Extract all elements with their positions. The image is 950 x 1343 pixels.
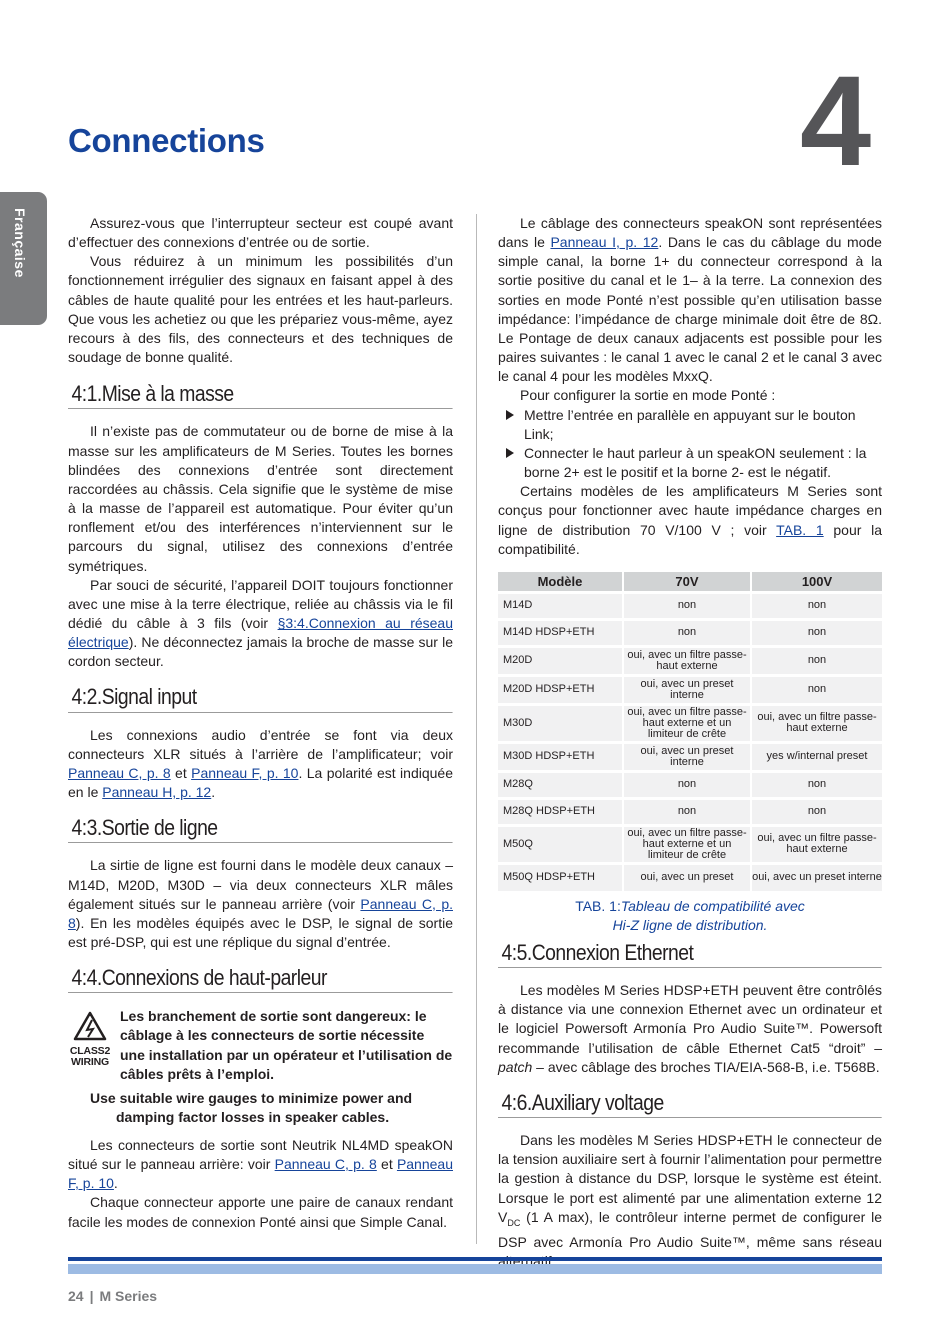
speakon-wiring-paragraph: Le câblage des connecteurs speakON sont représentées dans le Panneau I, p. 12. Dans le cas du câblage du mode simple canal, la borne 1+ du connecteur correspond à la sortie positive du canal et le 1– à la terre. La connexion des sorties en mode Ponté n’est possible qu’en utilisation basse impédance: l’impédance de charge minimale doit être de 8Ω. Le Pontage de deux canaux adjacents est possible pour les paires suivantes : le canal 1 avec le canal 2 et le canal 3 avec le canal 4 pour les modèles MxxQ. bbox=[498, 215, 882, 385]
model-cell: M14D bbox=[498, 594, 624, 618]
70v-cell: non bbox=[624, 594, 752, 618]
100v-cell: non bbox=[752, 621, 882, 645]
table-caption: TAB. 1:Tableau de compatibilité avec Hi-Z ligne de distribution. bbox=[575, 897, 805, 933]
100v-cell: yes w/internal preset bbox=[752, 744, 882, 770]
class2-wiring-icon bbox=[68, 1011, 112, 1067]
model-cell: M30D HDSP+ETH bbox=[498, 744, 624, 770]
section-heading-4-3: 4:3.Sortie de ligne bbox=[68, 818, 453, 843]
model-cell: M14D HDSP+ETH bbox=[498, 621, 624, 645]
model-cell: M50Q HDSP+ETH bbox=[498, 865, 624, 891]
link-mains-connection[interactable]: §3:4.Connexion au réseau électrique bbox=[68, 614, 453, 651]
compatibility-table bbox=[498, 569, 882, 894]
section-heading-4-5: 4:5.Connexion Ethernet bbox=[498, 943, 882, 968]
70v-cell: oui, avec un preset bbox=[624, 865, 752, 891]
table-row bbox=[498, 621, 882, 645]
link-panel-c-line-out[interactable]: Panneau C, p. 8 bbox=[68, 895, 453, 931]
section-heading-4-6: 4:6.Auxiliary voltage bbox=[498, 1093, 882, 1118]
intro-paragraph-1: Assurez-vous que l’interrupteur secteur est coupé avant d’effectuer des connexions d’entrée ou de sortie. bbox=[68, 215, 453, 251]
hi-z-paragraph: Certains modèles de les amplificateurs M Series sont conçus pour fonctionner avec haute impédance charges en ligne de distribution 70 V/100 V ; voir TAB. 1 pour la compatibilité. bbox=[498, 483, 882, 557]
bullet-arrow-icon bbox=[506, 410, 514, 420]
link-panel-c-speakon[interactable]: Panneau C, p. 8 bbox=[274, 1156, 377, 1173]
100v-cell: oui, avec un preset interne bbox=[752, 865, 882, 891]
column-header-70v: 70V bbox=[624, 572, 752, 591]
class2-warning bbox=[68, 1007, 453, 1083]
bridge-step: Mettre l’entrée en parallèle en appuyant sur le bouton Link; bbox=[498, 406, 882, 444]
table-row bbox=[498, 677, 882, 703]
100v-cell: non bbox=[752, 594, 882, 618]
column-divider bbox=[476, 214, 477, 1244]
70v-cell: non bbox=[624, 621, 752, 645]
table-row bbox=[498, 827, 882, 862]
language-side-tab[interactable] bbox=[0, 192, 47, 325]
70v-cell: oui, avec un filtre passe-haut externe bbox=[624, 648, 752, 674]
bridge-step: Connecter le haut parleur à un speakON seulement : la borne 2+ est le positif et la borne 2- est le négatif. bbox=[498, 444, 882, 482]
wire-gauge-note: Use suitable wire gauges to minimize power and damping factor losses in speaker cables. bbox=[90, 1089, 413, 1125]
model-cell: M28Q HDSP+ETH bbox=[498, 800, 624, 824]
section-4-6-paragraph: Dans les modèles M Series HDSP+ETH le connecteur de la tension auxiliaire sert à fournir l’alimentation pour permettre la gestion à distance du DSP, lorsque le système est éteint. Lorsque le port est alimenté par une alimentation externe 12 $V_{DC}$ (1 A max), le contrôleur interne permet de configurer le DSP avec Armonía Pro Audio Suite™, même sans réseau bbox=[498, 1132, 882, 1250]
right-column bbox=[498, 214, 882, 1271]
100v-cell: non bbox=[752, 773, 882, 797]
section-4-1-paragraph-1: Il n’existe pas de commutateur ou de borne de mise à la masse sur les amplificateurs de M Series. Toutes les bornes blindées des connexions d’entrée sont directement raccordées au châssis. Cela signifie que le système de mise à la masse de l’appareil est automatique. Pour éviter qu’un ronflement et/ou des interférences n’interviennent sur le parcours du signal, utilisez des connexions d’entrée symétriques. bbox=[68, 423, 453, 574]
page-title: Connections bbox=[68, 122, 265, 159]
100v-cell: non bbox=[752, 648, 882, 674]
section-heading-4-1: 4:1.Mise à la masse bbox=[68, 384, 453, 409]
model-cell: M20D bbox=[498, 648, 624, 674]
link-panel-c[interactable]: Panneau C, p. 8 bbox=[68, 764, 171, 781]
wiring-label: WIRING bbox=[71, 1055, 109, 1068]
model-cell: M20D HDSP+ETH bbox=[498, 677, 624, 703]
100v-cell: oui, avec un filtre passe-haut externe bbox=[752, 706, 882, 741]
section-4-2-paragraph: Les connexions audio d’entrée se font via deux connecteurs XLR situés à l’arrière de l’amplificateur; voir Panneau C, p. 8 et Panneau F, p. 10. La polarité est indiquée en le Panneau H, p. 12. bbox=[68, 726, 453, 801]
table-row bbox=[498, 594, 882, 618]
footer-rule-dark bbox=[68, 1257, 882, 1261]
100v-cell: non bbox=[752, 800, 882, 824]
series-name: M Series bbox=[99, 1288, 158, 1304]
warning-triangle-icon bbox=[73, 1011, 107, 1041]
70v-cell: oui, avec un filtre passe-haut externe et un limiteur de crête bbox=[624, 706, 752, 741]
section-4-4-paragraph-1: Les connecteurs de sortie sont Neutrik NL4MD speakON situé sur le panneau arrière: voir Panneau C, p. 8 et Panneau F, p. 10. bbox=[68, 1136, 453, 1192]
70v-cell: non bbox=[624, 773, 752, 797]
table-row bbox=[498, 744, 882, 770]
link-panel-f[interactable]: Panneau F, p. 10 bbox=[191, 764, 299, 781]
bridge-steps-list bbox=[498, 406, 882, 483]
table-row bbox=[498, 865, 882, 891]
100v-cell: oui, avec un filtre passe-haut externe bbox=[752, 827, 882, 862]
section-heading-4-4: 4:4.Connexions de haut-parleur bbox=[68, 968, 453, 993]
column-header-100v: 100V bbox=[752, 572, 882, 591]
table-row bbox=[498, 648, 882, 674]
column-header-model: Modèle bbox=[498, 572, 624, 591]
model-cell: M30D bbox=[498, 706, 624, 741]
table-row bbox=[498, 706, 882, 741]
table-row bbox=[498, 773, 882, 797]
section-heading-4-2: 4:2.Signal input bbox=[68, 687, 453, 712]
page-number: 24 bbox=[68, 1288, 84, 1304]
chapter-number: 4 bbox=[800, 50, 872, 193]
section-4-5-paragraph: Les modèles M Series HDSP+ETH peuvent être contrôlés à distance via une connexion Ethernet avec un ordinateur et le logiciel Powersoft Armonía Pro Audio Suite™. Powersoft recommande l’utilisation de câble Ethernet Cat5 “droit” – patch – avec câblage des broches TIA/EIA-568-B, i.e. T568B. bbox=[498, 982, 882, 1075]
table-header-row bbox=[498, 572, 882, 591]
link-tab-1[interactable]: TAB. 1 bbox=[776, 521, 824, 538]
100v-cell: non bbox=[752, 677, 882, 703]
model-cell: M50Q bbox=[498, 827, 624, 862]
link-panel-h[interactable]: Panneau H, p. 12 bbox=[102, 784, 212, 801]
footer-separator: | bbox=[89, 1288, 94, 1304]
70v-cell: oui, avec un filtre passe-haut externe et un limiteur de crête bbox=[624, 827, 752, 862]
language-tab-label: Française bbox=[12, 208, 28, 278]
footer-rule-light bbox=[68, 1264, 882, 1274]
page-footer bbox=[68, 1288, 157, 1304]
model-cell: M28Q bbox=[498, 773, 624, 797]
section-4-3-paragraph: La sirtie de ligne est fourni dans le modèle deux canaux – M14D, M20D, M30D – via deux connecteurs XLR mâles également situés sur le panneau arrière (voir Panneau C, p. 8). En les modèles équipés avec le DSP, le signal de sortie est pré-DSP, qui est une réplique du signal d’entrée. bbox=[68, 857, 453, 950]
class2-label: CLASS2 bbox=[69, 1045, 111, 1058]
table-row bbox=[498, 800, 882, 824]
section-4-4-paragraph-2: Chaque connecteur apporte une paire de canaux rendant facile les modes de connexion Ponté ainsi que Simple Canal. bbox=[68, 1194, 453, 1230]
warning-text: Les branchement de sortie sont dangereux: le câblage à les connecteurs de sortie nécessite une installation par un opérateur et l’utilisation de câbles prêts à l’emploi. bbox=[120, 1008, 453, 1082]
left-column bbox=[68, 214, 453, 1232]
section-4-1-paragraph-2: Par souci de sécurité, l’appareil DOIT toujours fonctionner avec une mise à la terre électrique, reliée au châssis via le fil dédié du câble à 3 fils (voir §3:4.Connexion au réseau électrique). Ne déconnectez jamais la broche de masse sur le cordon secteur. bbox=[68, 576, 453, 670]
70v-cell: oui, avec un preset interne bbox=[624, 677, 752, 703]
70v-cell: oui, avec un preset interne bbox=[624, 744, 752, 770]
70v-cell: non bbox=[624, 800, 752, 824]
link-panel-f-speakon[interactable]: Panneau F, p. 10 bbox=[68, 1156, 453, 1192]
bridge-config-intro: Pour configurer la sortie en mode Ponté : bbox=[520, 387, 776, 404]
link-panel-i[interactable]: Panneau I, p. 12 bbox=[550, 234, 659, 251]
intro-paragraph-2: Vous réduirez à un minimum les possibilités d’un fonctionnement irrégulier des signaux en faisant appel à des câbles de haute qualité pour les entrées et les haut-parleurs. Que vous les achetiez ou que les prépariez vous-même, ayez recours à des fils, des connecteurs et des techniques de soudage de bonne qualité. bbox=[68, 253, 453, 366]
bullet-arrow-icon bbox=[506, 448, 514, 458]
